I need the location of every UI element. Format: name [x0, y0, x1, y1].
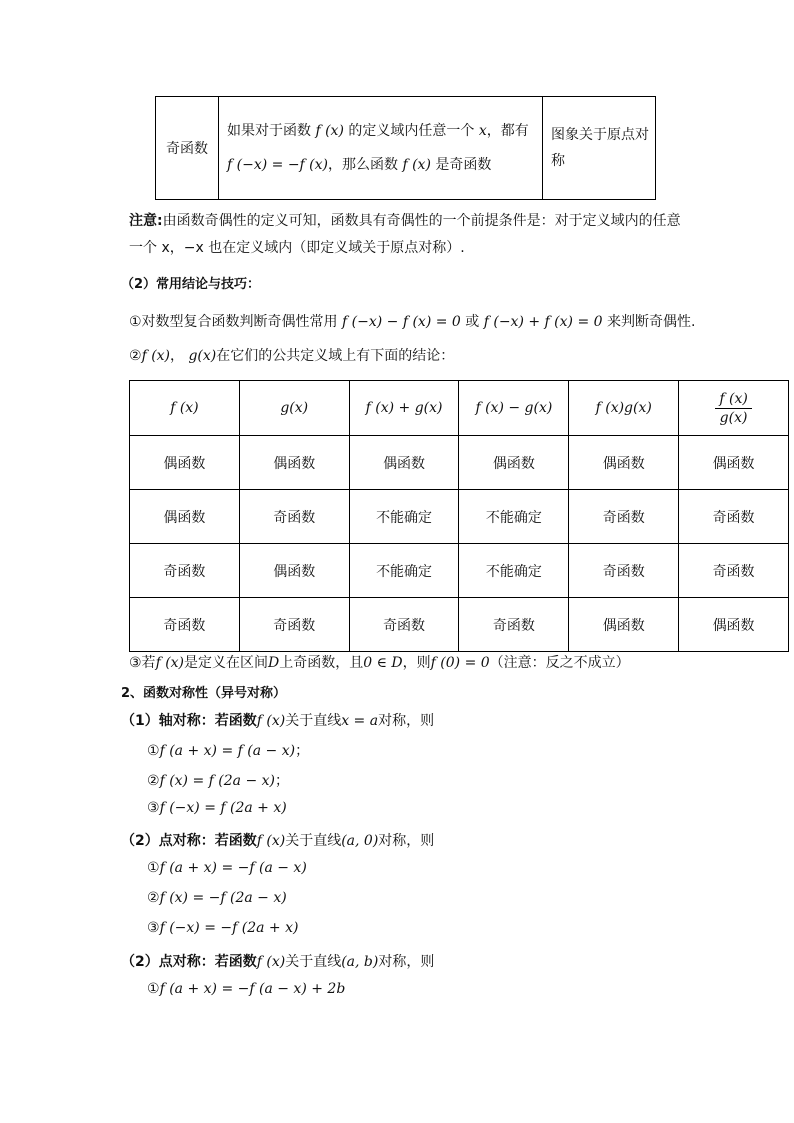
- table-cell: 偶函数: [349, 436, 459, 490]
- formula-condition: 0 ∈ D: [363, 655, 403, 671]
- header-gx: g(x): [239, 381, 349, 436]
- table-cell: 不能确定: [349, 490, 459, 544]
- formula-fx: f (x): [155, 655, 185, 671]
- point2-symmetry-heading: [121, 951, 434, 971]
- item-text: 来判断奇偶性.: [607, 314, 696, 330]
- definition-cell: [219, 97, 543, 200]
- formula: f (−x) = f (2a + x): [159, 800, 287, 816]
- table-cell: 偶函数: [679, 598, 789, 652]
- table-cell: 偶函数: [239, 544, 349, 598]
- item-text: ，: [170, 348, 185, 364]
- formula-point: (a, b): [341, 954, 379, 970]
- definition-text: ，那么函数: [328, 157, 398, 173]
- item-mark: ①: [147, 743, 160, 759]
- table-header-row: [130, 381, 789, 436]
- table-cell: 奇函数: [569, 544, 679, 598]
- fraction-denominator: g(x): [719, 409, 748, 426]
- graph-property-cell: [543, 97, 656, 200]
- table-cell: 奇函数: [459, 598, 569, 652]
- item-text: 是定义在区间: [184, 655, 269, 671]
- item-text: 上奇函数，且: [279, 655, 364, 671]
- conclusion-item-1: [129, 311, 695, 331]
- formula-gx: g(x): [188, 348, 217, 364]
- formula: f (a + x) = f (a − x): [159, 743, 296, 759]
- item-text: ①对数型复合函数判断奇偶性常用: [129, 314, 338, 330]
- table-cell: 奇函数: [349, 598, 459, 652]
- point-symmetry-heading: [121, 830, 434, 850]
- formula-x: x: [478, 123, 487, 139]
- table-cell: 不能确定: [459, 544, 569, 598]
- item-mark: ①: [147, 981, 160, 997]
- heading-text: 对称，则: [378, 954, 435, 970]
- point-item-3: [147, 920, 298, 936]
- graph-property-text: 图象关于原点对称: [551, 127, 649, 169]
- table-row: [130, 490, 789, 544]
- table-cell: 奇函数: [239, 598, 349, 652]
- formula-axis: x = a: [341, 713, 379, 729]
- header-product: f (x)g(x): [569, 381, 679, 436]
- formula-diff: f (−x) − f (x) = 0: [342, 314, 461, 330]
- heading-text: 关于直线: [285, 713, 342, 729]
- definition-line-1: [227, 114, 542, 148]
- formula-fx: f (x): [315, 123, 344, 139]
- formula-point: (a, 0): [341, 833, 379, 849]
- table-cell: 不能确定: [459, 490, 569, 544]
- formula: f (x) = f (2a − x): [159, 773, 275, 789]
- formula-domain: D: [268, 655, 280, 671]
- heading-text: 关于直线: [285, 833, 342, 849]
- table-row: [130, 436, 789, 490]
- table-cell: 偶函数: [130, 436, 240, 490]
- item-mark: ③: [147, 800, 160, 816]
- symmetry-title: 2、函数对称性（异号对称）: [121, 686, 287, 701]
- axis-item-3: [147, 800, 287, 816]
- conclusion-item-2: [129, 345, 454, 365]
- table-cell: 不能确定: [349, 544, 459, 598]
- formula-fx: f (x): [256, 954, 286, 970]
- item-text: ；: [295, 743, 310, 759]
- item-mark: ③: [147, 920, 160, 936]
- axis-item-1: [147, 740, 309, 760]
- formula: f (x) = −f (2a − x): [159, 890, 287, 906]
- item-text: ③若: [129, 655, 156, 671]
- heading-text: 对称，则: [378, 713, 435, 729]
- table-cell: 奇函数: [130, 544, 240, 598]
- heading-text: （2）点对称：若函数: [121, 833, 257, 849]
- formula: f (a + x) = −f (a − x) + 2b: [159, 981, 346, 997]
- conclusion-item-3: [129, 652, 630, 672]
- note-line-2: [129, 237, 465, 257]
- table-cell: 奇函数: [569, 490, 679, 544]
- formula-odd-condition: f (−x) = −f (x): [227, 157, 328, 173]
- formula: f (−x) = −f (2a + x): [159, 920, 299, 936]
- table-cell: 偶函数: [239, 436, 349, 490]
- item-mark: ②: [147, 890, 160, 906]
- formula-sum: f (−x) + f (x) = 0: [483, 314, 603, 330]
- parity-combination-table: [129, 380, 789, 652]
- table-cell: 偶函数: [569, 436, 679, 490]
- item-note: （注意：反之不成立）: [489, 655, 630, 671]
- table-cell: 偶函数: [459, 436, 569, 490]
- fraction-numerator: f (x): [715, 391, 751, 409]
- point-item-2: [147, 890, 287, 906]
- row-label: 奇函数: [166, 141, 208, 157]
- definition-text: 如果对于函数: [227, 123, 311, 139]
- table-cell: 奇函数: [239, 490, 349, 544]
- header-difference: f (x) − g(x): [459, 381, 569, 436]
- table-cell: 奇函数: [679, 544, 789, 598]
- table-cell: 偶函数: [130, 490, 240, 544]
- point2-item-1: [147, 981, 345, 997]
- table-row: [130, 598, 789, 652]
- item-mark: ①: [147, 860, 160, 876]
- table-cell: 偶函数: [679, 436, 789, 490]
- table-cell: 偶函数: [569, 598, 679, 652]
- item-mark: ②: [129, 348, 142, 364]
- row-label-cell: [156, 97, 219, 200]
- definition-line-2: [227, 148, 542, 182]
- item-mark: ②: [147, 773, 160, 789]
- axis-symmetry-heading: [121, 710, 434, 730]
- note-text: 由函数奇偶性的定义可知，函数具有奇偶性的一个前提条件是：对于定义域内的任意: [162, 213, 681, 229]
- heading-text: 对称，则: [378, 833, 435, 849]
- axis-item-2: [147, 770, 289, 790]
- table-cell: 奇函数: [679, 490, 789, 544]
- item-text: 在它们的公共定义域上有下面的结论：: [216, 348, 455, 364]
- heading-text: （2）点对称：若函数: [121, 954, 257, 970]
- definition-text: 的定义域内任意一个: [348, 123, 475, 139]
- header-sum: f (x) + g(x): [349, 381, 459, 436]
- header-fx: f (x): [130, 381, 240, 436]
- odd-function-definition-table: [155, 96, 656, 200]
- formula-fx: f (x): [256, 833, 286, 849]
- formula-fx: f (x): [402, 157, 431, 173]
- definition-text: 是奇函数: [435, 157, 492, 173]
- formula: f (a + x) = −f (a − x): [159, 860, 307, 876]
- item-text: 或: [465, 314, 480, 330]
- heading-text: （1）轴对称：若函数: [121, 713, 257, 729]
- point-item-1: [147, 860, 307, 876]
- formula-fx: f (x): [256, 713, 286, 729]
- formula-fx: f (x): [141, 348, 171, 364]
- item-text: ；: [274, 773, 289, 789]
- formula-result: f (0) = 0: [430, 655, 490, 671]
- note-text: 一个 x，−x 也在定义域内（即定义域关于原点对称）.: [129, 240, 465, 256]
- note-line-1: [129, 210, 681, 230]
- header-quotient: [679, 381, 789, 436]
- table-row: [130, 544, 789, 598]
- note-label: 注意:: [129, 213, 163, 229]
- item-text: ，则: [402, 655, 431, 671]
- heading-text: 关于直线: [285, 954, 342, 970]
- definition-text: ，都有: [486, 123, 529, 139]
- quotient-fraction: [715, 391, 751, 426]
- section-heading: （2）常用结论与技巧：: [121, 277, 261, 292]
- table-cell: 奇函数: [130, 598, 240, 652]
